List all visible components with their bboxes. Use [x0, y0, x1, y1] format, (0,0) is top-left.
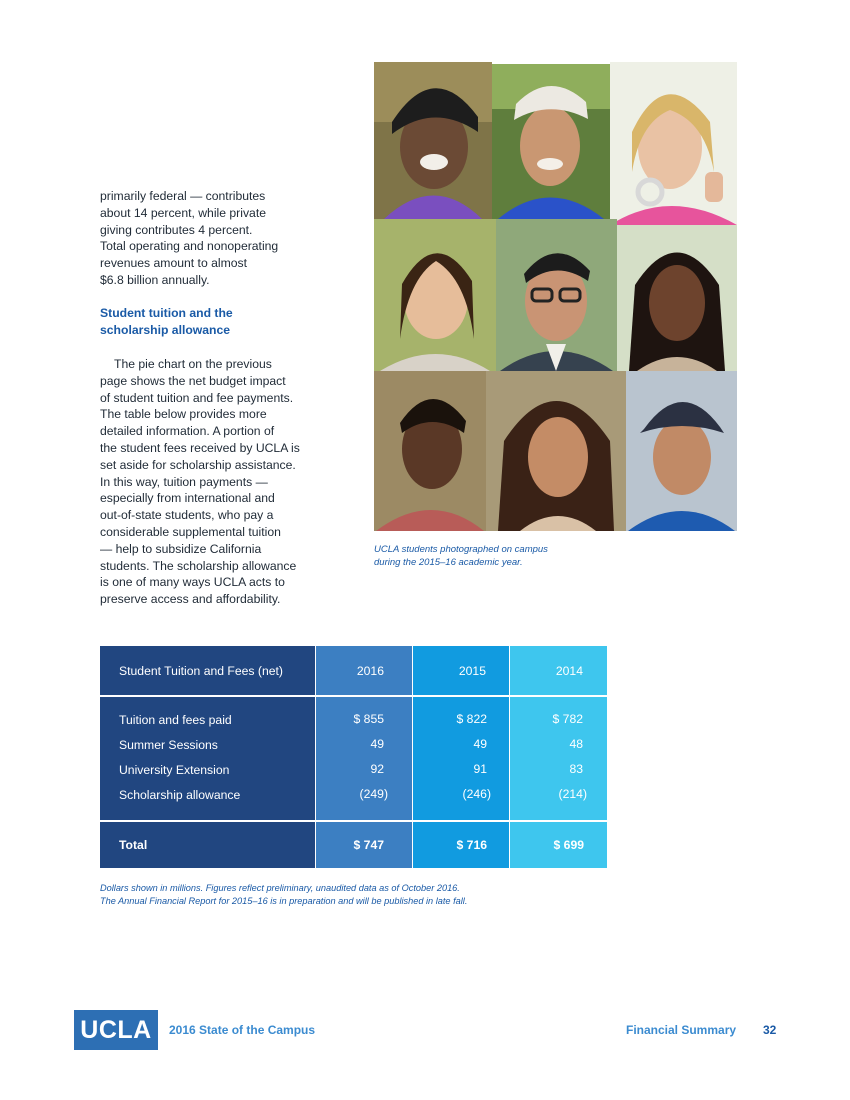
table-cell: 49	[473, 737, 487, 751]
text-line: In this way, tuition payments —	[100, 474, 268, 489]
table-cell: (214)	[558, 787, 587, 801]
student-photo	[496, 219, 617, 371]
table-header-2015: 2015	[458, 664, 486, 678]
table-cell: 91	[473, 762, 487, 776]
text-line: students. The scholarship allowance	[100, 558, 297, 573]
table-cell: (249)	[359, 787, 388, 801]
table-divider	[100, 695, 607, 697]
footer-section-name: Financial Summary	[626, 1023, 737, 1037]
student-photo	[626, 371, 737, 531]
table-header-label: Student Tuition and Fees (net)	[119, 664, 283, 678]
table-divider	[100, 820, 607, 822]
photo-caption	[374, 544, 594, 569]
student-photo	[374, 219, 496, 371]
ucla-logo: UCLA	[74, 1010, 158, 1050]
table-cell: 48	[569, 737, 583, 751]
table-column-2016	[316, 646, 412, 868]
text-line: the student fees received by UCLA is	[100, 440, 300, 455]
student-photo	[610, 62, 737, 225]
table-column-2014	[510, 646, 607, 868]
footer-publication-title: 2016 State of the Campus	[169, 1023, 316, 1037]
section-heading	[100, 305, 305, 339]
heading-line: Student tuition and the	[100, 306, 233, 320]
text-line: detailed information. A portion of	[100, 424, 275, 439]
page-number: 32	[763, 1023, 777, 1037]
text-line: revenues amount to almost	[100, 256, 248, 271]
caption-line: during the 2015–16 academic year.	[374, 556, 523, 568]
table-total-label: Total	[119, 838, 148, 852]
text-line: The table below provides more	[100, 407, 267, 422]
footnote-line: Dollars shown in millions. Figures reflect preliminary, unaudited data as of October 2016.	[100, 883, 460, 893]
student-photo	[374, 62, 492, 219]
text-line: set aside for scholarship assistance.	[100, 457, 296, 472]
table-row-label: Summer Sessions	[119, 738, 218, 752]
table-header-2014: 2014	[555, 664, 583, 678]
table-cell: 83	[569, 762, 583, 776]
student-photo	[617, 225, 737, 371]
caption-line: UCLA students photographed on campus	[374, 544, 548, 555]
table-row-label: University Extension	[119, 763, 230, 777]
tuition-fees-table	[100, 646, 607, 868]
text-line: — help to subsidize California	[100, 541, 262, 556]
table-row-label: Tuition and fees paid	[119, 713, 232, 727]
text-line: is one of many ways UCLA acts to	[100, 575, 285, 590]
text-line: of student tuition and fee payments.	[100, 390, 294, 405]
table-cell: 92	[370, 762, 384, 776]
table-total-cell: $ 747	[353, 838, 384, 852]
text-line: primarily federal — contributes	[100, 189, 266, 203]
text-line: preserve access and affordability.	[100, 592, 281, 607]
text-line: about 14 percent, while private	[100, 205, 266, 220]
text-line: Total operating and nonoperating	[100, 239, 279, 254]
text-line: giving contributes 4 percent.	[100, 222, 253, 237]
table-column-label	[100, 646, 315, 868]
table-row-label: Scholarship allowance	[119, 788, 241, 802]
student-photo	[486, 371, 626, 531]
student-photo	[492, 64, 610, 219]
heading-line: scholarship allowance	[100, 322, 231, 337]
intro-paragraph	[100, 188, 305, 289]
table-cell: $ 855	[353, 712, 384, 726]
table-total-cell: $ 716	[456, 838, 487, 852]
student-photo	[374, 371, 486, 531]
table-total-cell: $ 699	[553, 838, 584, 852]
body-paragraph	[100, 356, 305, 608]
table-cell: 49	[370, 737, 384, 751]
text-line: $6.8 billion annually.	[100, 272, 210, 287]
footnote-line: The Annual Financial Report for 2015–16 is in preparation and will be published in late fall.	[100, 895, 468, 906]
table-cell: $ 782	[552, 712, 583, 726]
table-cell: (246)	[462, 787, 491, 801]
table-header-2016: 2016	[356, 664, 384, 678]
text-line: considerable supplemental tuition	[100, 524, 281, 539]
text-line: out-of-state students, who pay a	[100, 508, 274, 523]
table-column-2015	[413, 646, 509, 868]
text-line: page shows the net budget impact	[100, 373, 286, 388]
table-cell: $ 822	[456, 712, 487, 726]
table-footnote	[100, 882, 560, 907]
text-line: especially from international and	[100, 491, 275, 506]
text-line: The pie chart on the previous	[114, 357, 272, 371]
